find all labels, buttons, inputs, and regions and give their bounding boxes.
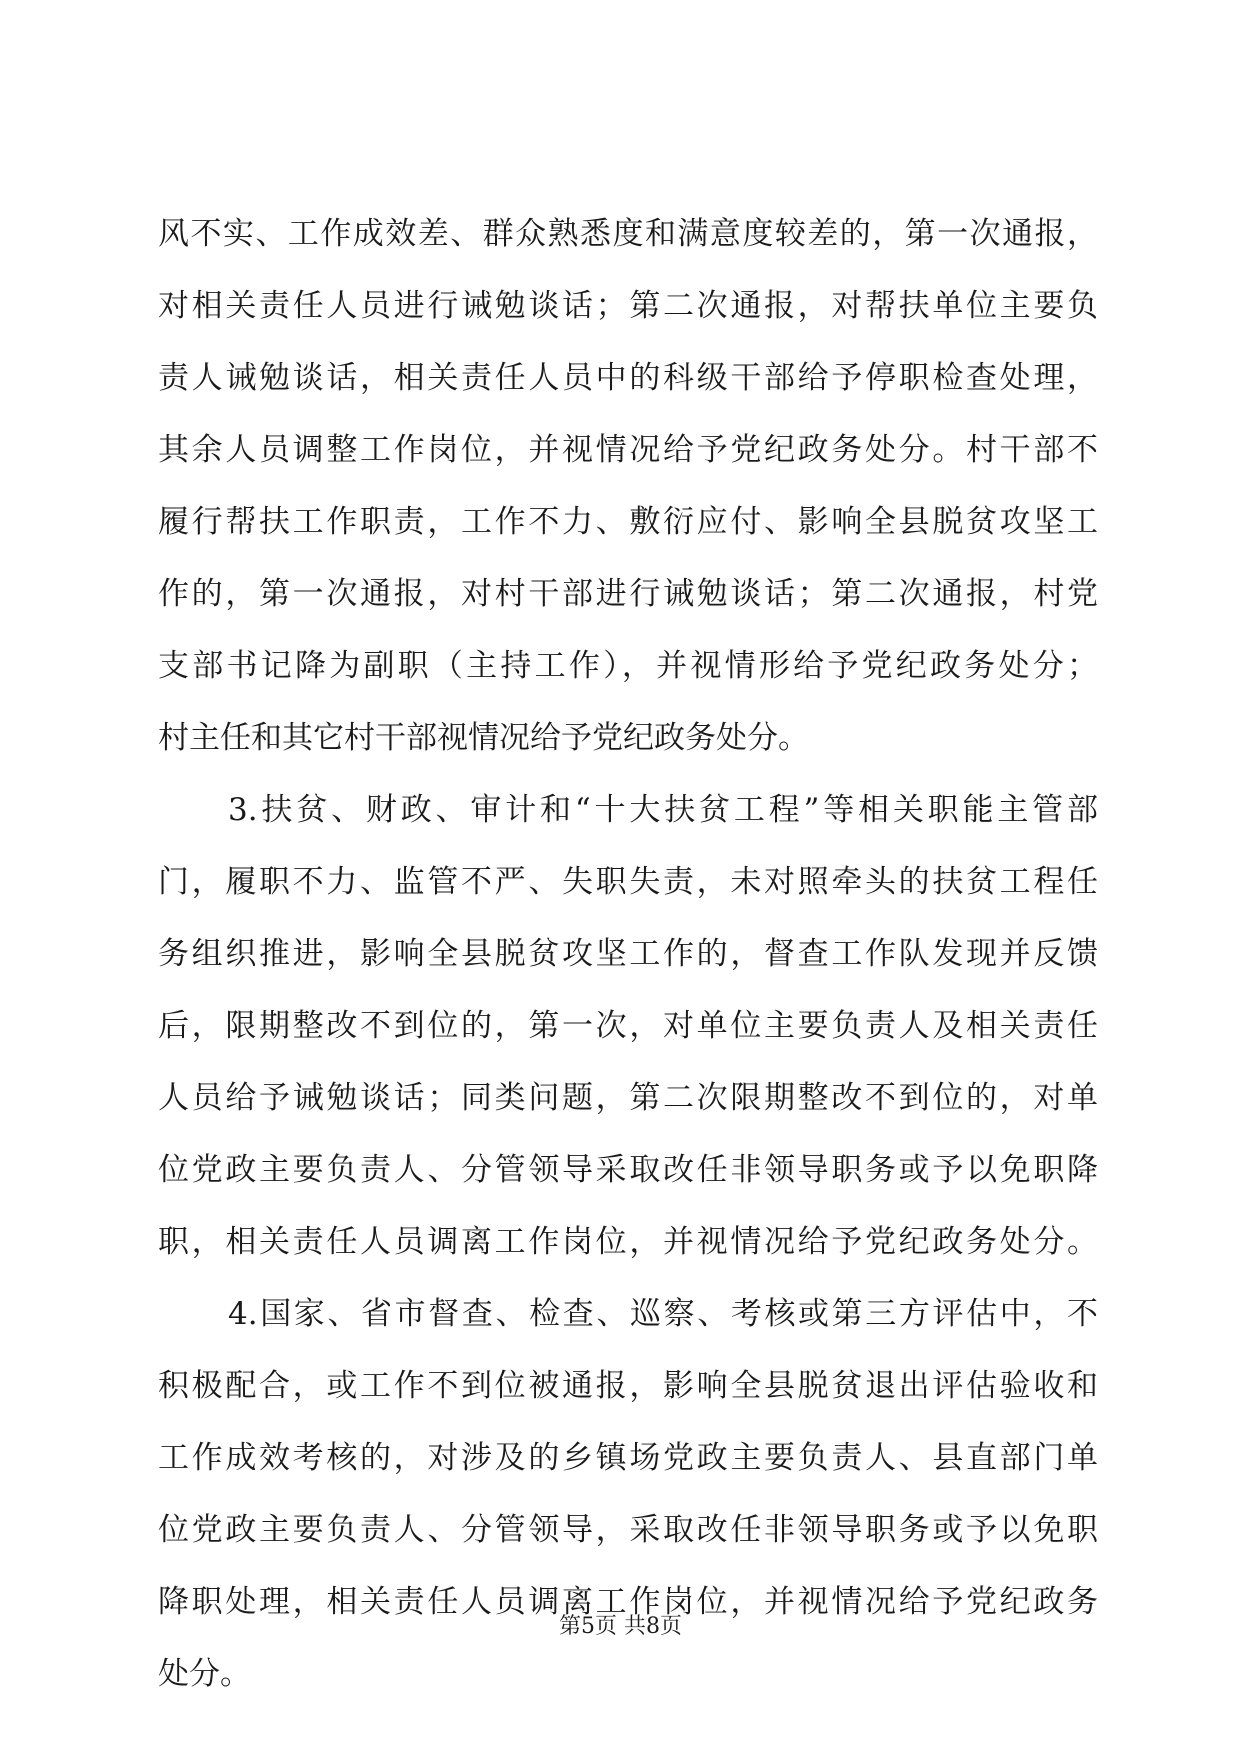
text-line: 后，限期整改不到位的，第一次，对单位主要负责人及相关责任 bbox=[158, 1008, 1098, 1044]
text-line: 位党政主要负责人、分管领导采取改任非领导职务或予以免职降 bbox=[158, 1152, 1098, 1188]
text-line: 位党政主要负责人、分管领导，采取改任非领导职务或予以免职 bbox=[158, 1512, 1098, 1548]
text-line: 门，履职不力、监管不严、失职失责，未对照牵头的扶贫工程任 bbox=[158, 864, 1098, 900]
text-line: 3.扶贫、财政、审计和“十大扶贫工程”等相关职能主管部 bbox=[228, 792, 1098, 828]
text-line: 其余人员调整工作岗位，并视情况给予党纪政务处分。村干部不 bbox=[158, 432, 1098, 468]
text-line: 4.国家、省市督查、检查、巡察、考核或第三方评估中，不 bbox=[228, 1296, 1098, 1332]
text-line: 责人诫勉谈话，相关责任人员中的科级干部给予停职检查处理， bbox=[158, 360, 1098, 396]
text-line: 降职处理，相关责任人员调离工作岗位，并视情况给予党纪政务 bbox=[158, 1584, 1098, 1620]
text-line: 人员给予诫勉谈话；同类问题，第二次限期整改不到位的，对单 bbox=[158, 1080, 1098, 1116]
text-line: 务组织推进，影响全县脱贫攻坚工作的，督查工作队发现并反馈 bbox=[158, 936, 1098, 972]
text-line: 积极配合，或工作不到位被通报，影响全县脱贫退出评估验收和 bbox=[158, 1368, 1098, 1404]
body-text bbox=[158, 198, 1098, 1710]
text-line: 作的，第一次通报，对村干部进行诫勉谈话；第二次通报，村党 bbox=[158, 576, 1098, 612]
text-line: 对相关责任人员进行诫勉谈话；第二次通报，对帮扶单位主要负 bbox=[158, 288, 1098, 324]
text-line: 工作成效考核的，对涉及的乡镇场党政主要负责人、县直部门单 bbox=[158, 1440, 1098, 1476]
text-line: 村主任和其它村干部视情况给予党纪政务处分。 bbox=[158, 720, 809, 756]
text-line: 支部书记降为副职（主持工作），并视情形给予党纪政务处分； bbox=[158, 648, 1098, 684]
text-line: 处分。 bbox=[158, 1656, 251, 1692]
text-line: 职，相关责任人员调离工作岗位，并视情况给予党纪政务处分。 bbox=[158, 1224, 1098, 1260]
text-line: 风不实、工作成效差、群众熟悉度和满意度较差的，第一次通报， bbox=[158, 216, 1098, 252]
page-footer: 第5页 共8页 bbox=[559, 1614, 682, 1639]
text-line: 履行帮扶工作职责，工作不力、敷衍应付、影响全县脱贫攻坚工 bbox=[158, 504, 1098, 540]
